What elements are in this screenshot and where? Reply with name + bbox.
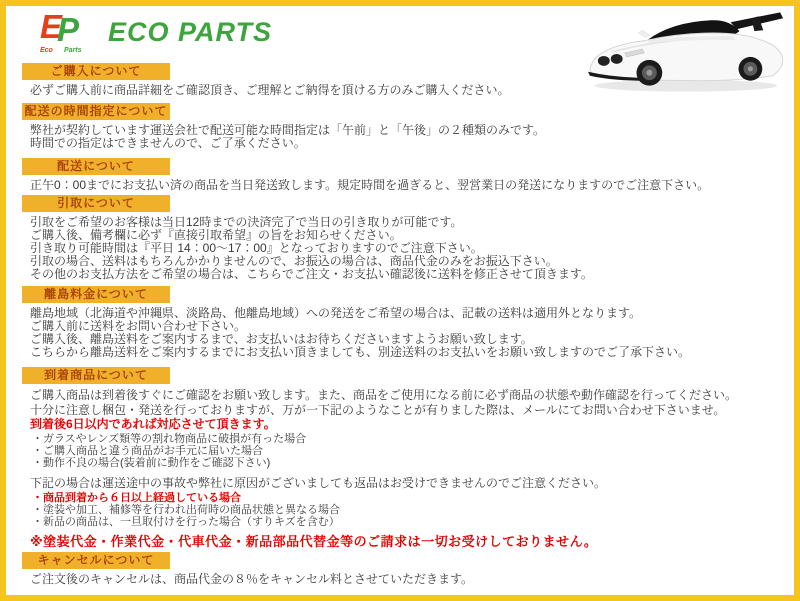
section-title: 引取について (57, 196, 135, 210)
damage-case-1: ・ガラスやレンズ類等の割れ物商品に破損が有った場合 (32, 433, 307, 445)
no-return-case-list (22, 492, 784, 528)
section-title: 配送について (57, 159, 135, 173)
cancel-line-1: ご注文後のキャンセルは、商品代金の８％をキャンセル料とさせていただきます。 (30, 572, 474, 586)
section-delivery-time (22, 103, 784, 150)
fee-disclaimer: ※塗装代金・作業代金・代車代金・新品部品代替金等のご請求は一切お受けしておりません。 (30, 534, 598, 549)
shipping-line-1: 正午0：00までにお支払い済の商品を当日発送致します。規定時間を過ぎると、翌営業日の発送になりますのでご注意下さい。 (30, 178, 710, 192)
section-arrival (22, 367, 784, 550)
logo-letter-e: E (40, 8, 63, 45)
arrival-promise: 到着後6日以内であれば対応させて頂きます。 (30, 417, 276, 431)
section-shipping (22, 158, 784, 192)
remote-island-line-3: ご購入後、離島送料をご案内するまで、お支払いはお待ちくださいますようお願い致します。 (30, 332, 533, 346)
eco-parts-logo-mark-icon (40, 8, 96, 56)
section-shipping-header (22, 158, 170, 175)
logo-letter-p: P (57, 11, 80, 48)
remote-island-line-1: 離島地域（北海道や沖縄県、淡路島、他離島地域）への発送をご希望の場合は、記載の送料は適用外となります。 (30, 306, 642, 320)
pickup-line-2: ご購入後、備考欄に必ず『直接引取希望』の旨をお知らせください。 (30, 228, 402, 242)
eco-parts-logo (40, 8, 272, 56)
logo-sub-eco: Eco (40, 47, 53, 54)
damage-case-list (22, 433, 784, 469)
page-header (6, 6, 794, 63)
remote-island-line-4: こちらから離島送料をご案内するまでにお支払い頂きましても、別途送料のお支払いをお願い致しますのでご了承下さい。 (30, 345, 691, 359)
purchase-line-1: 必ずご購入前に商品詳細をご確認頂き、ご理解とご納得を頂ける方のみご購入ください。 (30, 83, 510, 97)
section-purchase-header (22, 63, 170, 80)
delivery-time-line-2: 時間での指定はできませんので、ご了承ください。 (30, 136, 306, 150)
section-arrival-header (22, 367, 170, 384)
no-return-case-3: ・新品の商品は、一旦取付けを行った場合（すりキズを含む） (32, 516, 340, 528)
section-title: キャンセルについて (37, 553, 155, 567)
section-cancel-header (22, 552, 170, 569)
pickup-line-3: 引き取り可能時間は『平日 14：00～17：00』となっておりますのでご注意下さい。 (30, 241, 483, 255)
section-title: 到着商品について (44, 368, 148, 382)
pickup-line-4: 引取の場合、送料はもちろんかかりませんので、お振込の場合は、商品代金のみをお振込下さい。 (30, 254, 558, 268)
remote-island-line-2: ご購入前に送料をお問い合わせ下さい。 (30, 319, 247, 333)
section-pickup (22, 195, 784, 281)
damage-case-2: ・ご購入商品と違う商品がお手元に届いた場合 (32, 445, 263, 457)
section-title: ご購入について (50, 64, 142, 78)
sports-car-graphic (584, 6, 792, 94)
delivery-time-line-1: 弊社が契約しています運送会社で配送可能な時間指定は「午前」と「午後」の２種類のみです。 (30, 123, 546, 137)
section-remote-island-header (22, 286, 170, 303)
section-title: 離島料金について (44, 287, 148, 301)
section-delivery-time-header (22, 103, 170, 120)
brand-name: ECO PARTS (108, 16, 273, 47)
pickup-line-1: 引取をご希望のお客様は当日12時までの決済完了で当日の引き取りが可能です。 (30, 215, 463, 229)
damage-case-3: ・動作不良の場合(装着前に動作をご確認下さい) (32, 457, 271, 469)
no-return-case-2: ・塗装や加工、補修等を行われ出荷時の商品状態と異なる場合 (32, 504, 340, 516)
section-remote-island (22, 286, 784, 359)
pickup-line-5: その他のお支払方法をご希望の場合は、こちらでご注文・お支払い確認後に送料を修正させて頂きます。 (30, 267, 593, 281)
logo-sub-parts: Parts (64, 47, 82, 54)
sports-car-image (584, 6, 792, 94)
section-pickup-header (22, 195, 170, 212)
no-return-case-1: ・商品到着から６日以上経過している場合 (32, 492, 241, 504)
section-cancel (22, 552, 784, 586)
no-return-intro: 下記の場合は運送途中の事故や弊社に原因がございましても返品はお受けできませんのでご注意ください。 (30, 476, 607, 490)
section-title: 配送の時間指定について (24, 104, 168, 118)
arrival-intro-1: ご購入商品は到着後すぐにご確認をお願い致します。また、商品をご使用になる前に必ず商品の状態や動作確認を行ってください。 (30, 388, 738, 402)
arrival-intro-2: 十分に注意し梱包・発送を行っておりますが、万が一下記のようなことが有りました際は、メールにてお問い合わせ下さいませ。 (30, 403, 726, 417)
